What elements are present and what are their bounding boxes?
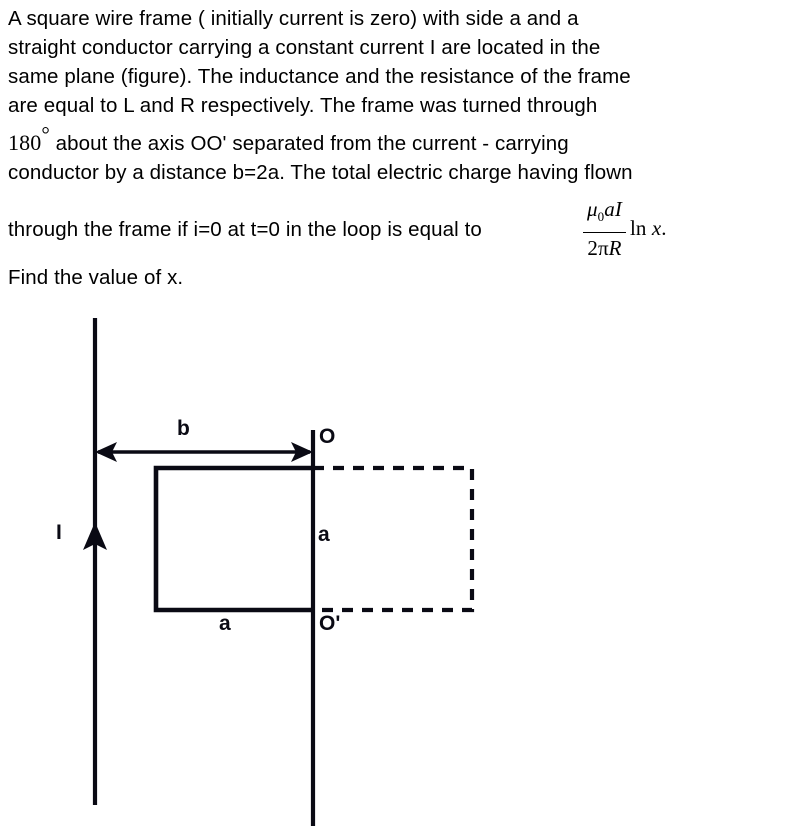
question-line-2: straight conductor carrying a constant current I are located in the	[8, 36, 601, 59]
numerator-aI: aI	[604, 196, 622, 221]
question-line-7-lead: through the frame if i=0 at t=0 in the loop is equal to	[8, 217, 482, 241]
formula-period: .	[661, 216, 667, 241]
rotated-frame-dashed-outline	[313, 468, 472, 610]
figure-label-current-I: I	[56, 521, 62, 544]
denominator-R: R	[608, 236, 622, 260]
question-line-5-rest: about the axis OO' separated from the current - carrying	[49, 131, 569, 155]
question-line-1: A square wire frame ( initially current is zero) with side a and a	[8, 7, 579, 30]
formula-variable-x: x	[651, 216, 662, 241]
figure-label-axis-top-O: O	[319, 425, 336, 448]
question-line-3: same plane (figure). The inductance and the resistance of the frame	[8, 65, 631, 88]
question-line-6: conductor by a distance b=2a. The total electric charge having flown	[8, 160, 633, 184]
pi-symbol: π	[597, 236, 609, 260]
denominator-two: 2	[587, 236, 598, 260]
degree-symbol: °	[41, 122, 50, 146]
figure-label-axis-bottom-O-prime: O'	[319, 612, 341, 635]
question-line-7	[8, 187, 798, 263]
charge-formula	[583, 195, 667, 263]
formula-log-term	[626, 214, 667, 243]
physics-figure	[0, 300, 800, 826]
angle-value: 180	[8, 129, 42, 155]
mu-subscript: 0	[597, 209, 605, 224]
square-wire-frame	[156, 468, 313, 610]
question-line-4: are equal to L and R respectively. The frame was turned through	[8, 94, 598, 117]
formula-numerator	[583, 195, 626, 233]
figure-label-side-a-bottom: a	[219, 612, 231, 635]
formula-fraction	[583, 195, 626, 263]
question-line-8: Find the value of x.	[8, 265, 184, 289]
question-text-block	[8, 4, 798, 292]
question-line-5	[8, 120, 798, 158]
mu-symbol: μ	[587, 196, 598, 221]
figure-label-distance-b: b	[177, 417, 190, 440]
ln-operator: ln	[629, 216, 647, 241]
figure-svg	[0, 300, 800, 826]
formula-denominator	[583, 233, 626, 263]
figure-label-side-a-right: a	[318, 523, 330, 546]
